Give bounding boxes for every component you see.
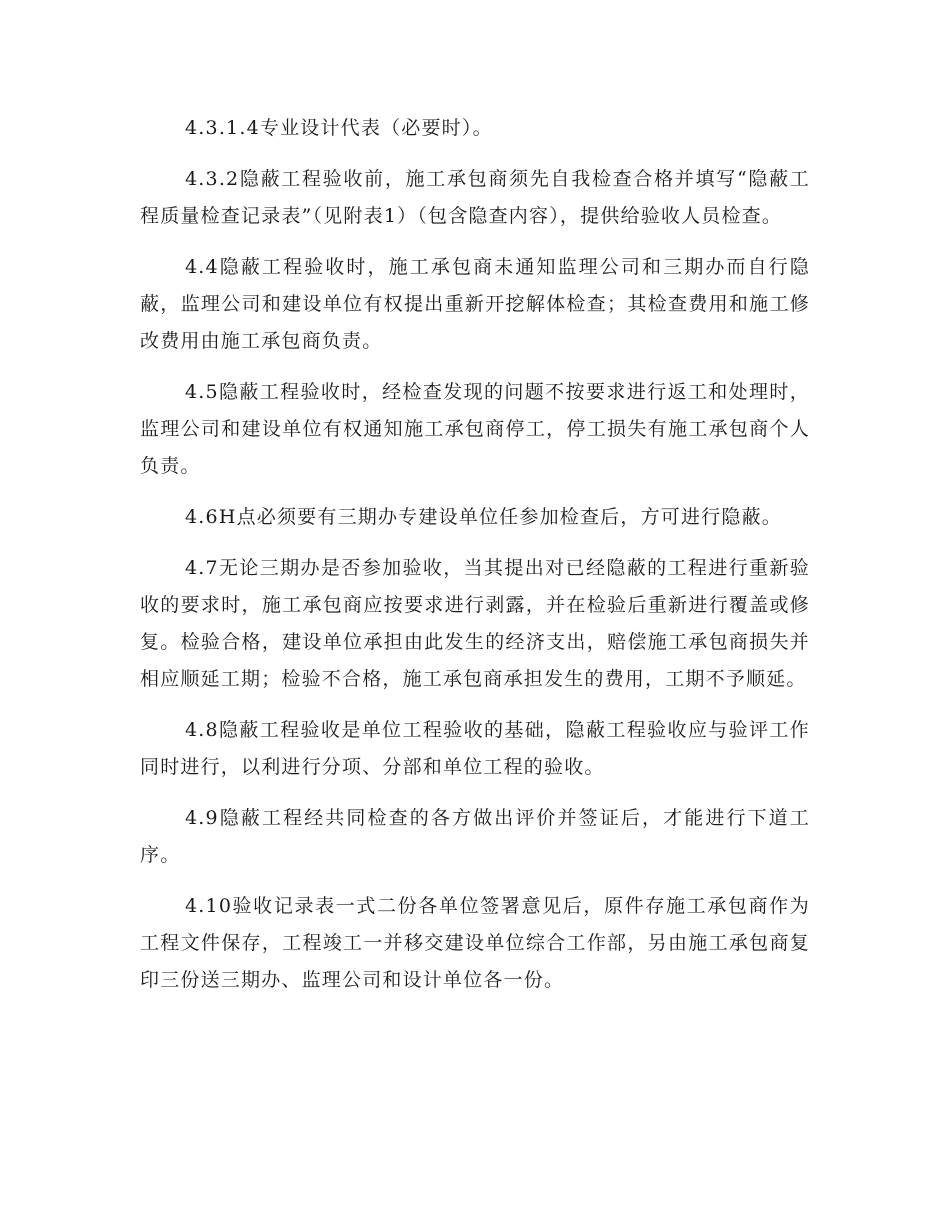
paragraph-4-7: 4.7无论三期办是否参加验收，当其提出对已经隐蔽的工程进行重新验收的要求时，施工承包商应按要求进行剥露，并在检验后重新进行覆盖或修复。检验合格，建设单位承担由此发生的经济支出，赔偿施工承包商损失并相应顺延工期；检验不合格，施工承包商承担发生的费用，工期不予顺延。 (140, 557, 810, 690)
document-body (140, 110, 810, 1013)
paragraph-4-4: 4.4隐蔽工程验收时，施工承包商未通知监理公司和三期办而自行隐蔽，监理公司和建设单位有权提出重新开挖解体检查；其检查费用和施工修改费用由施工承包商负责。 (140, 256, 810, 352)
paragraph-4-3-2: 4.3.2隐蔽工程验收前，施工承包商须先自我检查合格并填写“隐蔽工程质量检查记录表”（见附表1）（包含隐查内容），提供给验收人员检查。 (140, 168, 810, 227)
paragraph-4-3-1-4: 4.3.1.4专业设计代表（必要时）。 (185, 117, 493, 139)
paragraph-4-10: 4.10验收记录表一式二份各单位签署意见后，原件存施工承包商作为工程文件保存，工程竣工一并移交建设单位综合工作部，另由施工承包商复印三份送三期办、监理公司和设计单位各一份。 (140, 895, 810, 991)
paragraph-4-5: 4.5隐蔽工程验收时，经检查发现的问题不按要求进行返工和处理时，监理公司和建设单位有权通知施工承包商停工，停工损失有施工承包商个人负责。 (140, 381, 810, 477)
paragraph-4-9: 4.9隐蔽工程经共同检查的各方做出评价并签证后，才能进行下道工序。 (140, 807, 810, 866)
paragraph-4-6: 4.6H点必须要有三期办专建设单位任参加检查后，方可进行隐蔽。 (185, 506, 782, 528)
paragraph-4-8: 4.8隐蔽工程验收是单位工程验收的基础，隐蔽工程验收应与验评工作同时进行，以利进行分项、分部和单位工程的验收。 (140, 719, 810, 778)
